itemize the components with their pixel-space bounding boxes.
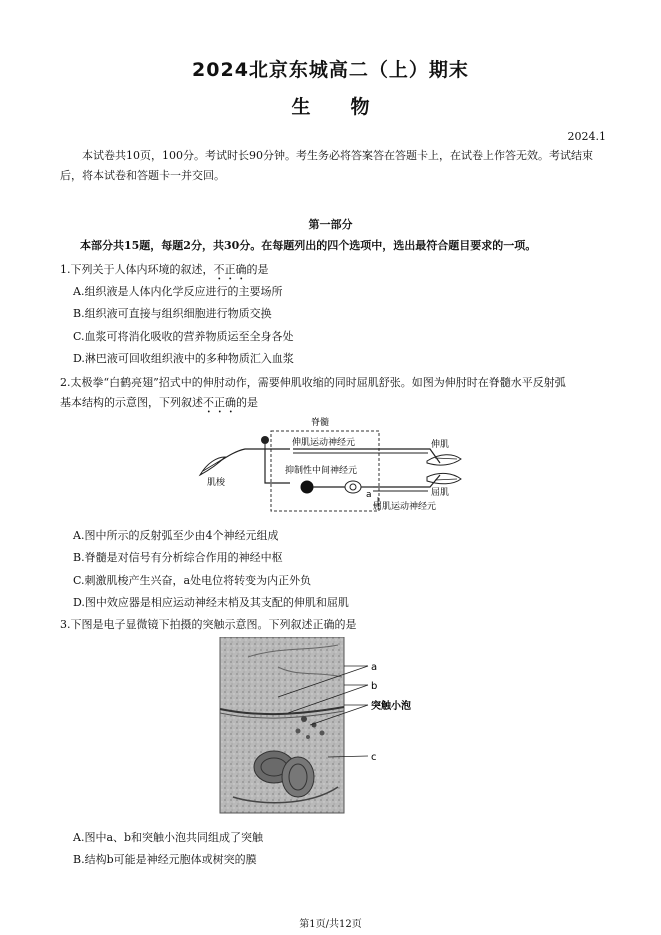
q1-option-a: A.组织液是人体内化学反应进行的主要场所: [73, 285, 283, 298]
q3-option-b: B.结构b可能是神经元胞体或树突的膜: [73, 853, 257, 866]
label-flexor: 屈肌: [431, 488, 450, 498]
q2-option-d: D.图中效应器是相应运动神经末梢及其支配的伸肌和屈肌: [73, 596, 349, 609]
label-point-a: a: [366, 490, 372, 500]
q2-stem: 2.太极拳“白鹤亮翅”招式中的伸肘动作，需要伸肌收缩的同时屈肌舒张。如图为伸肘时在脊髓水平反射弧 基本结构的示意图，下列叙述不正确的是: [60, 376, 566, 409]
exam-title: 2024北京东城高二（上）期末: [192, 59, 469, 81]
label-b: b: [371, 681, 378, 692]
intro-paragraph: 本试卷共10页，100分。考试时长90分钟。考生务必将答案答在答题卡上，在试卷上作答无效。考试结束后，将本试卷和答题卡一并交回。: [60, 149, 593, 182]
q1-option-d: D.淋巴液可回收组织液中的多种物质汇入血浆: [73, 352, 294, 365]
label-c: c: [371, 752, 377, 763]
label-vesicle: 突触小泡: [371, 701, 411, 712]
q3-option-a: A.图中a、b和突触小泡共同组成了突触: [73, 831, 264, 844]
q2-option-c: C.刺激肌梭产生兴奋，a处电位将转变为内正外负: [73, 574, 312, 587]
section-title: 第一部分: [308, 218, 353, 231]
q2-option-b: B.脊髓是对信号有分析综合作用的神经中枢: [73, 551, 283, 564]
subject-title: 生物: [291, 96, 410, 118]
section-instruction: 本部分共15题，每题2分，共30分。在每题列出的四个选项中，选出最符合题目要求的一项。: [80, 239, 537, 252]
q1-option-c: C.血浆可将消化吸收的营养物质运至全身各处: [73, 330, 294, 343]
label-spindle: 肌梭: [207, 478, 226, 488]
synapse-micrograph-figure: [218, 637, 433, 815]
q1-stem: 1.下列关于人体内环境的叙述，不正确的是: [60, 263, 269, 276]
label-inhibitory-inter: 抑制性中间神经元: [285, 466, 358, 476]
label-flexor-motor: 屈肌运动神经元: [373, 502, 437, 512]
label-a: a: [371, 662, 378, 673]
reflex-arc-figure: [195, 413, 465, 515]
label-extensor-motor: 伸肌运动神经元: [292, 438, 356, 448]
q2-option-a: A.图中所示的反射弧至少由4个神经元组成: [73, 529, 279, 542]
page-footer: 第1页/共12页: [299, 919, 362, 930]
label-extensor: 伸肌: [431, 440, 450, 450]
q3-stem: 3.下图是电子显微镜下拍摄的突触示意图。下列叙述正确的是: [60, 618, 357, 631]
label-spinal-cord: 脊髓: [311, 418, 330, 428]
exam-date: 2024.1: [567, 130, 606, 143]
q1-option-b: B.组织液可直接与组织细胞进行物质交换: [73, 307, 272, 320]
